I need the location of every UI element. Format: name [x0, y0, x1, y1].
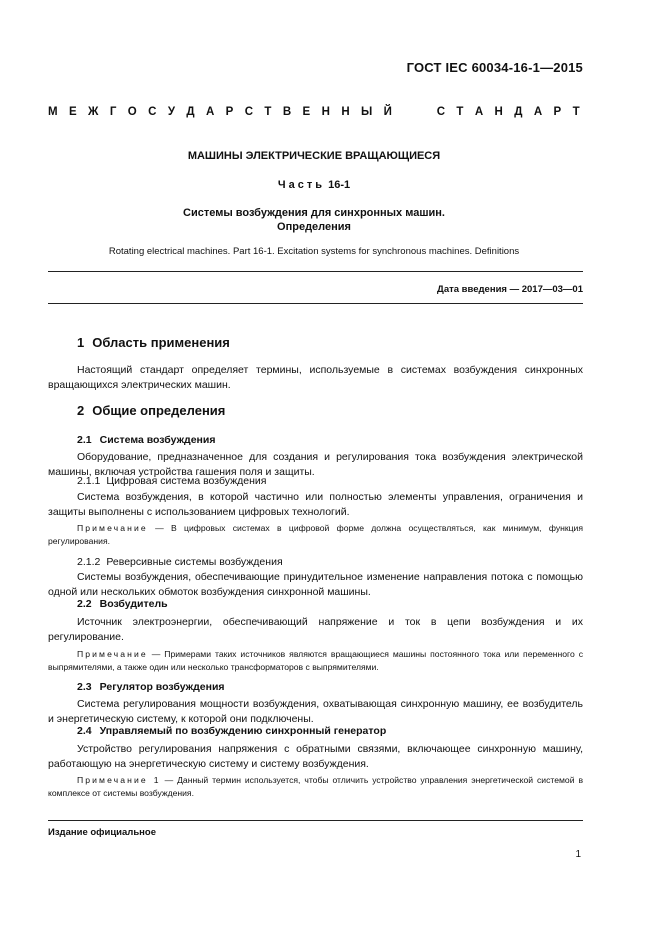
note-label: Примечание	[77, 523, 148, 533]
interstate-letter: М	[48, 106, 58, 118]
interstate-letter: А	[474, 106, 484, 118]
term-2-3-definition: Система регулирования мощности возбуждения, охватывающая синхронную машину, ее возбудитель и энергетическую систему, к которой они подключены.	[48, 698, 583, 725]
interstate-letter: Р	[225, 106, 234, 118]
term-number: 2.3	[77, 681, 92, 693]
word-gap	[403, 106, 425, 118]
part-number: 16-1	[328, 179, 351, 191]
section-number: 1	[77, 335, 85, 350]
interstate-letter: С	[244, 106, 254, 118]
interstate-letter: Ж	[88, 106, 99, 118]
official-edition-label: Издание официальное	[48, 827, 156, 838]
subtitle-line-1: Системы возбуждения для синхронных машин.	[183, 207, 445, 219]
term-2-1-2-heading	[77, 556, 283, 568]
part-word: Часть	[277, 179, 326, 191]
term-title: Управляемый по возбуждению синхронный генератор	[99, 725, 387, 737]
interstate-letter: В	[282, 106, 292, 118]
interstate-letter: Н	[341, 106, 350, 118]
part-label	[48, 179, 580, 191]
term-2-3-heading	[77, 681, 225, 693]
term-2-2-heading	[77, 598, 168, 610]
page-number: 1	[575, 849, 581, 860]
term-number: 2.1.2	[77, 556, 101, 568]
term-number: 2.1.1	[77, 475, 101, 487]
interstate-letter: Т	[572, 106, 580, 118]
subtitle-line-2: Определения	[277, 221, 351, 233]
note-label: Примечание	[77, 649, 148, 659]
term-2-1-2-definition: Системы возбуждения, обеспечивающие принудительное изменение направления потока с помощью одной или нескольких обмоток возбуждения синхронной машины.	[48, 571, 583, 598]
interstate-letter: С	[436, 106, 446, 118]
interstate-letter: С	[148, 106, 157, 118]
term-number: 2.4	[77, 725, 92, 737]
term-title: Система возбуждения	[99, 434, 216, 446]
section-number: 2	[77, 403, 85, 418]
term-title: Цифровая система возбуждения	[106, 475, 267, 487]
divider-footer	[48, 820, 583, 821]
interstate-letter: Т	[264, 106, 272, 118]
note-label: Примечание 1	[77, 775, 161, 785]
interstate-letter: Е	[302, 106, 311, 118]
term-2-4-definition: Устройство регулирования напряжения с обратными связями, включающее синхронную машину, работающую на энергетическую систему и систему возбуждения.	[48, 743, 583, 770]
term-2-1-1-heading	[77, 475, 266, 487]
interstate-letter: Ы	[361, 106, 373, 118]
term-title: Регулятор возбуждения	[99, 681, 225, 693]
english-title: Rotating electrical machines. Part 16-1. Excitation systems for synchronous machines. Definitions	[108, 246, 520, 257]
term-2-4-heading	[77, 725, 386, 737]
note-text: — В цифровых системах в цифровой форме должна осуществляться, как минимум, функция регулирования.	[48, 523, 583, 546]
interstate-letter: Р	[553, 106, 562, 118]
term-2-1-1-definition: Система возбуждения, в которой частично или полностью элементы управления, ограничения и защиты выполнены с использованием цифровых технологий.	[48, 491, 583, 518]
section-2-heading	[77, 403, 225, 418]
note-2-2	[48, 648, 583, 674]
divider-top	[48, 271, 583, 272]
term-2-1-heading	[77, 434, 215, 446]
term-title: Возбудитель	[99, 598, 168, 610]
interstate-letter: Т	[456, 106, 464, 118]
term-number: 2.2	[77, 598, 92, 610]
interstate-letter: Г	[109, 106, 117, 118]
note-2-4	[48, 774, 583, 800]
note-text: — Примерами таких источников являются вращающиеся машины постоянного тока или переменного с выпрямителями, а также один или несколько трансформаторов с выпрямителями.	[48, 649, 583, 672]
note-2-1-1	[48, 522, 583, 548]
interstate-letter: А	[533, 106, 543, 118]
section-1-text: Настоящий стандарт определяет термины, используемые в системах возбуждения синхронных вращающихся электрических машин.	[48, 364, 583, 391]
term-title: Реверсивные системы возбуждения	[106, 556, 283, 568]
section-title: Общие определения	[92, 403, 226, 418]
interstate-letter: У	[167, 106, 175, 118]
interstate-letter: Е	[68, 106, 77, 118]
interstate-letter: Д	[514, 106, 523, 118]
interstate-letter: Д	[186, 106, 195, 118]
interstate-letter: Н	[494, 106, 503, 118]
divider-date	[48, 303, 583, 304]
introduction-date: Дата введения — 2017—03—01	[437, 284, 583, 295]
interstate-letter: Н	[321, 106, 330, 118]
standard-subtitle	[48, 206, 580, 234]
standard-title: МАШИНЫ ЭЛЕКТРИЧЕСКИЕ ВРАЩАЮЩИЕСЯ	[187, 150, 441, 162]
section-1-heading	[77, 335, 230, 350]
interstate-letter: А	[205, 106, 215, 118]
interstate-standard-heading	[48, 106, 580, 118]
term-number: 2.1	[77, 434, 92, 446]
section-title: Область применения	[92, 335, 230, 350]
interstate-letter: О	[127, 106, 137, 118]
term-2-2-definition: Источник электроэнергии, обеспечивающий напряжение и ток в цепи возбуждения и их регулирование.	[48, 616, 583, 643]
term-2-1-definition: Оборудование, предназначенное для создания и регулирования тока возбуждения электрической машины, включая устройства гашения поля и защиты.	[48, 451, 583, 478]
interstate-letter: Й	[383, 106, 392, 118]
note-text: — Данный термин используется, чтобы отличить устройство управления энергетической системой в комплексе от системы возбуждения.	[48, 775, 584, 798]
document-code: ГОСТ IEC 60034-16-1—2015	[406, 60, 583, 75]
